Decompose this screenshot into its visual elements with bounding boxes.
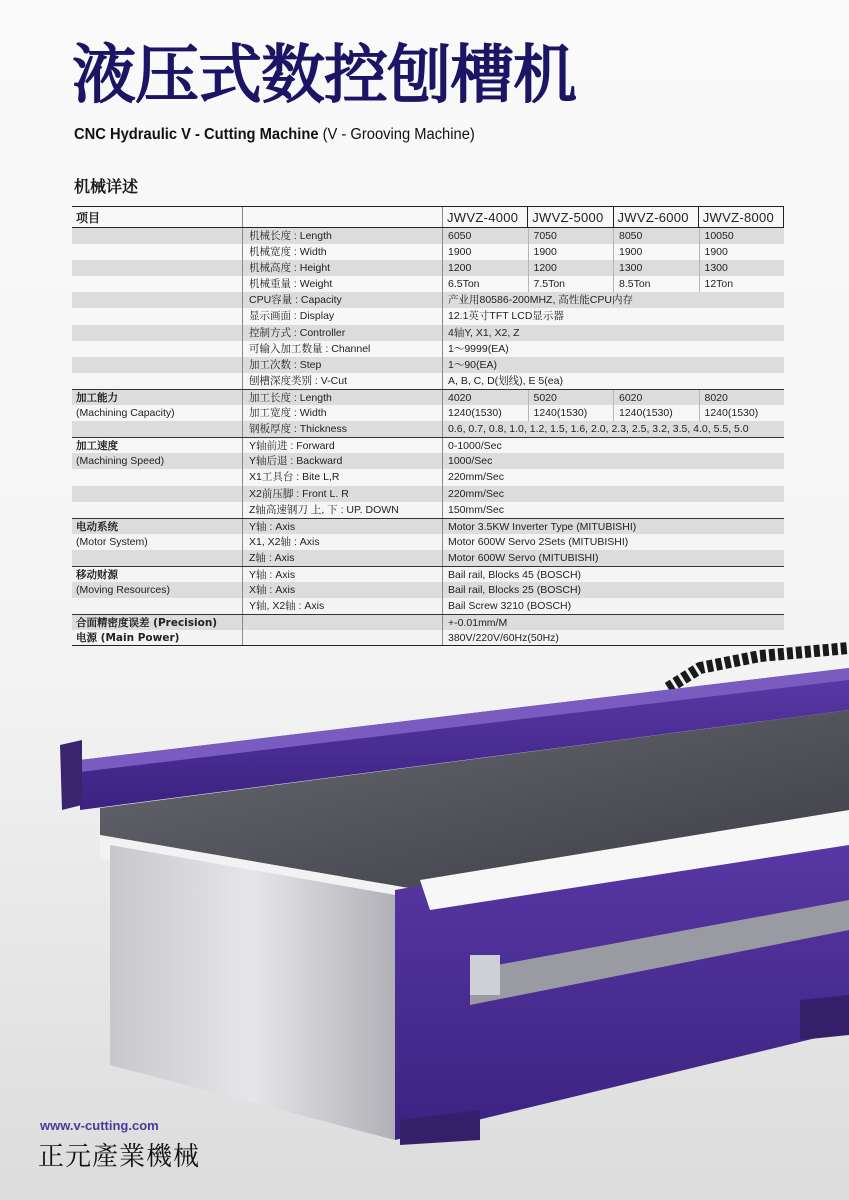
row-item: Y轴, X2轴 : Axis: [243, 598, 443, 614]
row-item: 机械长度 : Length: [243, 228, 443, 244]
row-item: 机械重量 : Weight: [243, 276, 443, 292]
table-row: [72, 469, 784, 485]
table-row: [72, 389, 784, 405]
row-value: Motor 600W Servo (MITUBISHI): [443, 550, 784, 566]
row-value: Motor 600W Servo 2Sets (MITUBISHI): [448, 535, 629, 548]
row-category: [72, 292, 243, 308]
header-blank: [243, 207, 443, 227]
table-row: [72, 357, 784, 373]
row-value: 1900: [704, 246, 728, 259]
row-category: 移动财源: [72, 567, 243, 582]
model-name: JWVZ-6000: [614, 207, 699, 227]
row-values: [443, 405, 784, 421]
row-category: [72, 341, 243, 357]
row-value: 12.1英寸TFT LCD显示器: [448, 310, 564, 323]
row-value: 1240(1530): [443, 405, 529, 421]
row-values: [443, 325, 784, 341]
row-item: X轴 : Axis: [243, 582, 443, 598]
header-label: 项目: [72, 207, 243, 227]
row-item: Z轴 : Axis: [243, 550, 443, 566]
row-value: 1000/Sec: [443, 453, 784, 469]
row-category: [72, 373, 243, 389]
row-values: [443, 276, 784, 292]
row-item: X2前压脚 : Front L. R: [243, 486, 443, 502]
row-category: [72, 260, 243, 276]
row-item: 显示画面 : Display: [243, 308, 443, 324]
row-value: 0.6, 0.7, 0.8, 1.0, 1.2, 1.5, 1.6, 2.0, 2.3, 2.5, 3.2, 3.5, 4.0, 5.5, 5.0: [443, 421, 784, 437]
row-item: 可输入加工数量 : Channel: [243, 341, 443, 357]
table-row: [72, 598, 784, 614]
row-values: [443, 550, 784, 566]
row-values: [443, 598, 784, 614]
row-category: (Machining Speed): [72, 453, 243, 469]
table-row: [72, 405, 784, 421]
row-item: 钢板厚度 : Thickness: [243, 421, 443, 437]
row-value: Bail rail, Blocks 45 (BOSCH): [448, 568, 582, 581]
machine-photo: [0, 640, 849, 1180]
header-models: [443, 207, 784, 227]
row-values: [443, 244, 784, 260]
row-category: [72, 244, 243, 260]
row-item: X1, X2轴 : Axis: [243, 534, 443, 550]
row-values: [443, 469, 784, 485]
row-category: (Moving Resources): [72, 582, 243, 598]
row-value: 4020: [443, 390, 529, 405]
spec-table: [72, 206, 784, 646]
row-value: 产业用80586-200MHZ, 高性能CPU内存: [443, 292, 784, 308]
row-value: 1300: [614, 260, 700, 276]
row-value: 4轴Y, X1, X2, Z: [443, 325, 784, 341]
row-value: 1900: [614, 244, 700, 260]
subtitle-normal: (V - Grooving Machine): [318, 126, 475, 143]
table-row: [72, 308, 784, 324]
row-value: 8.5Ton: [614, 276, 700, 292]
row-value: 150mm/Sec: [448, 503, 505, 516]
subtitle-bold: CNC Hydraulic V - Cutting Machine: [74, 126, 319, 143]
table-header: [72, 206, 784, 228]
row-value: A, B, C, D(划线), E 5(ea): [448, 374, 563, 387]
row-value: Bail Screw 3210 (BOSCH): [448, 600, 572, 613]
row-category: [72, 502, 243, 518]
row-value: Motor 3.5KW Inverter Type (MITUBISHI): [443, 519, 784, 534]
table-row: [72, 550, 784, 566]
row-value: 1900: [443, 244, 529, 260]
row-item: 刨槽深度类别 : V-Cut: [243, 373, 443, 389]
table-row: [72, 341, 784, 357]
row-value: 8020: [700, 390, 785, 405]
row-category: [72, 325, 243, 341]
section-title: 机械详述: [74, 177, 139, 196]
row-values: [443, 567, 784, 582]
row-value: 1900: [529, 244, 615, 260]
row-value: 220mm/Sec: [448, 471, 505, 484]
row-values: [443, 502, 784, 518]
table-row: [72, 502, 784, 518]
row-category: [72, 550, 243, 566]
row-category: 电源 (Main Power): [72, 630, 243, 645]
table-row: [72, 453, 784, 469]
row-category: [72, 598, 243, 614]
row-category: [72, 357, 243, 373]
table-row: [72, 260, 784, 276]
table-row: [72, 614, 784, 630]
row-value: 12Ton: [704, 278, 734, 291]
row-value: 7050: [529, 228, 615, 244]
row-item: Z轴高速钢刀 上, 下 : UP. DOWN: [243, 502, 443, 518]
company-name: 正元產業機械: [38, 1142, 201, 1172]
row-value: 1200: [529, 260, 615, 276]
model-name: JWVZ-8000: [699, 207, 784, 227]
row-item: 控制方式 : Controller: [243, 325, 443, 341]
model-name: JWVZ-4000: [443, 207, 528, 227]
row-category: 合面精密度误差 (Precision): [72, 615, 243, 630]
table-row: [72, 534, 784, 550]
row-category: [72, 486, 243, 502]
row-item: 加工宽度 : Width: [243, 405, 443, 421]
website-link[interactable]: www.v-cutting.com: [40, 1118, 159, 1133]
row-value: 6.5Ton: [443, 276, 529, 292]
row-category: [72, 469, 243, 485]
row-item: 机械高度 : Height: [243, 260, 443, 276]
model-name: JWVZ-5000: [528, 207, 613, 227]
row-category: 电动系统: [72, 519, 243, 534]
row-value: 220mm/Sec: [443, 486, 784, 502]
table-row: [72, 582, 784, 598]
row-value: 7.5Ton: [529, 276, 615, 292]
row-values: [443, 260, 784, 276]
table-row: [72, 566, 784, 582]
row-values: [443, 292, 784, 308]
row-values: [443, 228, 784, 244]
table-row: [72, 228, 784, 244]
table-row: [72, 421, 784, 437]
row-value: 0-1000/Sec: [448, 440, 502, 453]
table-row: [72, 325, 784, 341]
row-values: [443, 308, 784, 324]
table-row: [72, 244, 784, 260]
row-category: [72, 228, 243, 244]
row-item: Y轴 : Axis: [243, 519, 443, 534]
row-values: [443, 341, 784, 357]
row-category: (Motor System): [72, 534, 243, 550]
row-values: [443, 357, 784, 373]
table-row: [72, 518, 784, 534]
table-row: [72, 437, 784, 453]
row-value: 10050: [700, 228, 785, 244]
row-values: [443, 421, 784, 437]
page-subtitle: [74, 126, 475, 144]
row-item: Y轴 : Axis: [243, 567, 443, 582]
row-category: [72, 421, 243, 437]
row-values: [443, 373, 784, 389]
row-category: (Machining Capacity): [72, 405, 243, 421]
table-row: [72, 276, 784, 292]
table-row: [72, 373, 784, 389]
row-value: 1～9999(EA): [448, 342, 509, 355]
row-item: [243, 615, 443, 630]
row-item: 机械宽度 : Width: [243, 244, 443, 260]
row-item: 加工长度 : Length: [243, 390, 443, 405]
row-value: 1200: [443, 260, 529, 276]
row-values: [443, 486, 784, 502]
row-item: X1工具台 : Bite L,R: [243, 469, 443, 485]
row-value: 5020: [529, 390, 615, 405]
row-category: [72, 308, 243, 324]
row-values: [443, 519, 784, 534]
row-values: [443, 438, 784, 453]
row-value: 380V/220V/60Hz(50Hz): [448, 632, 559, 645]
row-item: 加工次数 : Step: [243, 357, 443, 373]
row-values: [443, 390, 784, 405]
page-title: 液压式数控刨槽机: [72, 39, 576, 113]
row-value: 1240(1530): [704, 407, 759, 420]
row-item: CPU容量 : Capacity: [243, 292, 443, 308]
row-value: +-0.01mm/M: [443, 615, 784, 630]
row-category: 加工速度: [72, 438, 243, 453]
row-value: 1240(1530): [614, 405, 700, 421]
row-category: [72, 276, 243, 292]
row-category: 加工能力: [72, 390, 243, 405]
row-values: [443, 453, 784, 469]
row-value: 1300: [700, 260, 785, 276]
row-value: 8050: [614, 228, 700, 244]
row-value: Bail rail, Blocks 25 (BOSCH): [443, 582, 784, 598]
row-values: [443, 582, 784, 598]
row-value: 1～90(EA): [443, 357, 784, 373]
row-values: [443, 534, 784, 550]
row-value: 1240(1530): [529, 405, 615, 421]
row-item: Y轴前进 : Forward: [243, 438, 443, 453]
row-values: [443, 615, 784, 630]
row-item: Y轴后退 : Backward: [243, 453, 443, 469]
row-value: 6050: [443, 228, 529, 244]
table-row: [72, 486, 784, 502]
table-row: [72, 292, 784, 308]
row-value: 6020: [614, 390, 700, 405]
